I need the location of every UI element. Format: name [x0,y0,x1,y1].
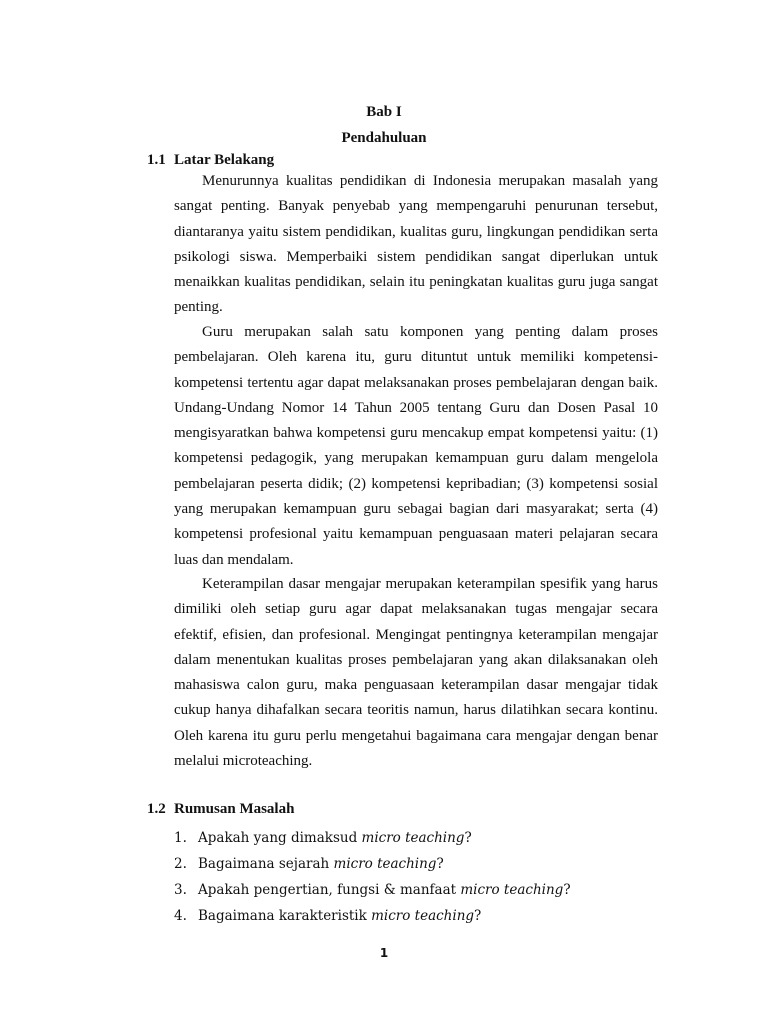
chapter-title: Pendahuluan [341,130,427,146]
section-heading-latar-belakang [147,152,274,169]
section-number: 1.1 [147,152,166,168]
list-item: 3. Apakah pengertian, fungsi & manfaat micro teaching? [174,882,571,898]
list-item: 2. Bagaimana sejarah micro teaching? [174,856,444,872]
chapter-label: Bab I [366,104,402,120]
section-title: Rumusan Masalah [174,801,295,817]
list-item: 1. Apakah yang dimaksud micro teaching? [174,830,472,846]
section-title: Latar Belakang [174,152,275,168]
paragraph-2: Guru merupakan salah satu komponen yang penting dalam proses pembelajaran. Oleh karena itu, guru dituntut untuk memiliki kompetensi-kompetensi tertentu agar dapat melaksanakan proses pembelajaran dengan baik. Undang-Undang Nomor 14 Tahun 2005 tentang Guru dan Dosen Pasal 10 mengisyaratkan bahwa kompetensi guru mencakup empat kompetensi yaitu: (1) kompetensi pedagogik, yang merupakan kemampuan guru dalam mengelola pembelajaran peserta didik; (2) kompetensi kepribadian; (3) kompetensi sosial yang merupakan kemampuan guru sebagai bagian dari masyarakat; serta (4) kompetensi profesional yaitu kemampuan penguasaan materi pelajaran secara luas dan mendalam. [174,324,658,568]
paragraph-1: Menurunnya kualitas pendidikan di Indonesia merupakan masalah yang sangat penting. Banyak penyebab yang mempengaruhi penurunan tersebut, diantaranya yaitu sistem pendidikan, kualitas guru, lingkungan pendidikan serta psikologi siswa. Memperbaiki sistem pendidikan sangat diperlukan untuk menaikkan kualitas pendidikan, selain itu peningkatan kualitas guru juga sangat penting. [174,173,658,316]
paragraph-3: Keterampilan dasar mengajar merupakan keterampilan spesifik yang harus dimiliki oleh setiap guru agar dapat melaksanakan tugas mengajar secara efektif, efisien, dan profesional. Mengingat pentingnya keterampilan mengajar dalam menentukan kualitas proses pembelajaran yang akan dilaksanakan oleh mahasiswa calon guru, maka penguasaan keterampilan dasar mengajar tidak cukup hanya dihafalkan secara teoritis namun, harus dilatihkan secara kontinu. Oleh karena itu guru perlu mengetahui bagaimana cara mengajar dengan benar melalui microteaching. [174,576,658,770]
section-heading-rumusan-masalah [147,801,294,818]
problem-list [174,825,571,929]
page-number: 1 [379,946,389,960]
section-number: 1.2 [147,801,166,817]
list-item: 4. Bagaimana karakteristik micro teaching? [174,908,482,924]
